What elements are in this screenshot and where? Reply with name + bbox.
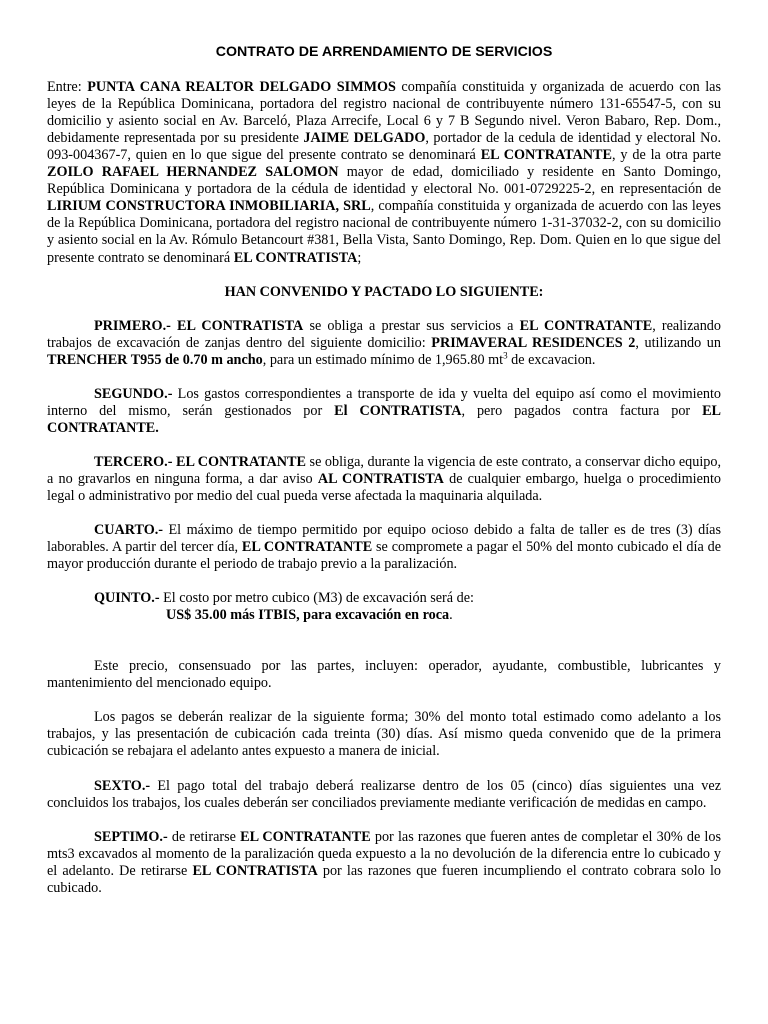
- clause-text: se compromete a pagar el 50% del monto cubicado el día de mayor producción durante el periodo de trabajo previo a la paralización.: [47, 539, 722, 573]
- clause-text: El pago total del trabajo deberá realizarse dentro de los 05 (cinco) días siguientes una vez concluidos los trabajos, los cuales deberán ser conciliados previamente mediante verificación de medidas en campo.: [47, 777, 721, 811]
- intro-text-6: , compañía constituida y organizada de acuerdo con las leyes de la República Dominicana, portadora del registro nacional de contribuyente número 1-31-37032-2, con su domicilio y asiento social en la Av. Rómulo Betancourt #381, Bella Vista, Santo Domingo, Rep. Dom. Quien en lo que sigue del presente contrato se denominará: [47, 198, 721, 266]
- price-value: US$ 35.00 más ITBIS, para excavación en roca: [166, 607, 450, 624]
- clause-text: se obliga a prestar sus servicios a: [303, 317, 520, 334]
- clause-cuarto: [47, 522, 721, 573]
- clause-segundo: [47, 386, 721, 437]
- paragraph-pagos: Los pagos se deberán realizar de la siguiente forma; 30% del monto total estimado como adelanto a los trabajos, y las presentación de cubicación cada treinta (30) días. Así mismo queda convenido que de la primera cubicación se rebajara el adelanto antes expuesto a manera de inicial.: [47, 709, 721, 760]
- clause-text: Los gastos correspondientes a transporte de ida y vuelta del equipo así como el movimiento interno del mismo, serán gestionados por: [47, 385, 721, 419]
- clause-label: PRIMERO.-: [94, 317, 171, 334]
- clause-text: por las razones que fueren incumpliendo el contrato cobrara solo lo cubicado.: [47, 862, 721, 896]
- clause-label: SEPTIMO.-: [94, 828, 168, 845]
- party-contratante: EL CONTRATANTE.: [47, 402, 722, 436]
- party-contratante: EL CONTRATANTE: [176, 453, 306, 470]
- clause-text: , realizando trabajos de excavación de zanjas dentro del siguiente domicilio:: [47, 317, 721, 351]
- clause-text: , pero pagados contra factura por: [461, 402, 703, 419]
- intro-text-1: Entre:: [47, 79, 88, 96]
- party-contratista: EL CONTRATISTA: [192, 862, 318, 879]
- clause-text: .: [449, 607, 453, 624]
- party-contratante: EL CONTRATANTE: [519, 317, 653, 334]
- clause-text: , para un estimado mínimo de 1,965.80 mt: [262, 351, 504, 368]
- party-contratista: EL CONTRATISTA: [177, 317, 304, 334]
- intro-text-2: compañía constituida y organizada de acuerdo con las leyes de la República Dominicana, portadora del registro nacional de contribuyente número 131-65547-5, con su domicilio y asiento social en Av. Barceló, Plaza Arrecife, Local 6 y 7 B Segundo nivel. Veron Babaro, Rep. Dom., debidamente representada por su presidente: [47, 79, 722, 147]
- intro-contratista: EL CONTRATISTA: [233, 249, 358, 266]
- superscript-3: 3: [503, 349, 508, 360]
- intro-president-name: JAIME DELGADO: [303, 130, 426, 147]
- intro-company-name: PUNTA CANA REALTOR DELGADO SIMMOS: [87, 79, 396, 96]
- price-line: [47, 607, 721, 624]
- document-title: CONTRATO DE ARRENDAMIENTO DE SERVICIOS: [215, 44, 553, 60]
- intro-text-3: , portador de la cedula de identidad y electoral No. 093-004367-7, quien en lo que sigue del presente contrato se denominará: [47, 130, 721, 164]
- paragraph-precio: Este precio, consensuado por las partes, incluyen: operador, ayudante, combustible, lubricantes y mantenimiento del mencionado equipo.: [47, 658, 721, 692]
- clause-text: por las razones que fueren antes de completar el 30% de los mts3 excavados al momento de la paralización queda expuesto a la no devolución de la diferencia entre lo cubicado y el adelanto. De retirarse: [47, 828, 721, 879]
- party-contratista: AL CONTRATISTA: [317, 470, 444, 487]
- intro-paragraph: [47, 79, 721, 267]
- clause-label: SEXTO.-: [94, 777, 151, 794]
- agreed-heading: HAN CONVENIDO Y PACTADO LO SIGUIENTE:: [224, 283, 544, 300]
- clause-text: El máximo de tiempo permitido por equipo ocioso debido a falta de taller es de tres (3) días laborables. A partir del tercer día,: [47, 522, 721, 556]
- intro-person-name: ZOILO RAFAEL HERNANDEZ SALOMON: [47, 164, 339, 181]
- party-contratante: EL CONTRATANTE: [240, 828, 371, 845]
- clause-text: de cualquier embargo, huelga o procedimiento legal o administrativo por medio del cual pueda verse afectada la maquinaria alquilada.: [47, 470, 721, 504]
- party-contratista: El CONTRATISTA: [334, 402, 462, 419]
- clause-septimo: [47, 829, 721, 897]
- equipment-name: TRENCHER T955 de 0.70 m ancho: [47, 351, 263, 368]
- clause-text: de excavacion.: [507, 351, 596, 368]
- clause-text: de retirarse: [167, 828, 241, 845]
- clause-primero: [47, 318, 721, 369]
- intro-company2-name: LIRIUM CONSTRUCTORA INMOBILIARIA, SRL: [47, 198, 371, 215]
- clause-label: CUARTO.-: [94, 522, 163, 539]
- intro-text-5: mayor de edad, domiciliado y residente en Santo Domingo, República Dominicana y portadora de la cédula de identidad y electoral No. 001-0729225-2, en representación de: [47, 164, 721, 198]
- clause-text: El costo por metro cubico (M3) de excavación será de:: [159, 590, 474, 607]
- clause-text: se obliga, durante la vigencia de este contrato, a conservar dicho equipo, a no gravarlos en ninguna forma, a dar aviso: [47, 453, 722, 487]
- intro-text-7: ;: [357, 249, 362, 266]
- clause-tercero: [47, 454, 721, 505]
- party-contratante: EL CONTRATANTE: [241, 539, 373, 556]
- intro-text-4: , y de la otra parte: [611, 147, 721, 164]
- clause-sexto: [47, 778, 721, 812]
- clause-quinto: [47, 590, 721, 607]
- clause-label: TERCERO.-: [94, 453, 173, 470]
- clause-label: SEGUNDO.-: [94, 385, 173, 402]
- intro-contratante: EL CONTRATANTE: [480, 147, 612, 164]
- clause-label: QUINTO.-: [94, 590, 160, 607]
- clause-text: , utilizando un: [635, 334, 721, 351]
- site-name: PRIMAVERAL RESIDENCES 2: [431, 334, 636, 351]
